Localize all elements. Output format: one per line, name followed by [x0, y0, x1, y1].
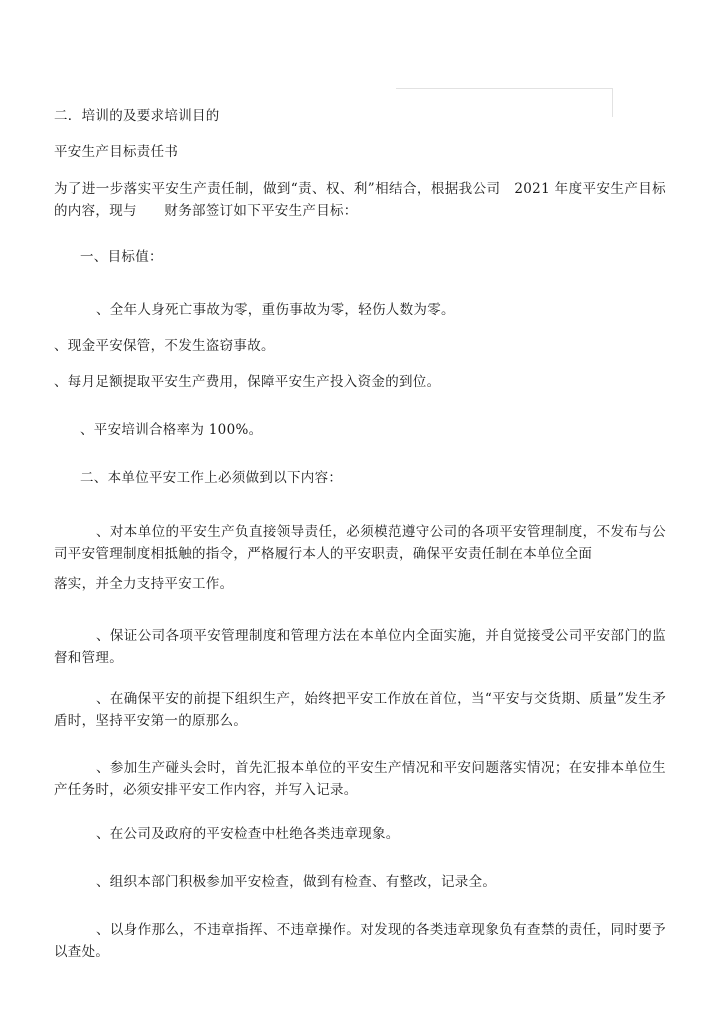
document-title: 平安生产目标责任书	[54, 144, 179, 160]
duty-item-7: 、以身作那么，不违章指挥、不违章操作。对发现的各类违章现象负有查禁的责任，同时要予以查处。	[54, 922, 666, 960]
duty-item-6: 、组织本部门积极参加平安检查，做到有检查、有整改，记录全。	[96, 874, 497, 890]
duty-item-1-part1: 、对本单位的平安生产负直接领导责任，必须模范遵守公司的各项平安管理制度，不发布与公司平安管理制度相抵触的指令，严格履行本人的平安职责，确保平安责任制在本单位全面	[54, 524, 666, 562]
target-item-3: 、每月足额提取平安生产费用，保障平安生产投入资金的到位。	[54, 374, 441, 390]
duty-item-4: 、参加生产碰头会时，首先汇报本单位的平安生产情况和平安问题落实情况；在安排本单位生产任务时，必须安排平安工作内容，并写入记录。	[54, 760, 666, 798]
duty-item-1-part2: 落实，并全力支持平安工作。	[54, 576, 234, 592]
section-heading-targets: 一、目标值：	[80, 249, 163, 265]
target-item-4: 、平安培训合格率为 100%。	[80, 422, 263, 438]
duty-item-2: 、保证公司各项平安管理制度和管理方法在本单位内全面实施，并自觉接受公司平安部门的监督和管理。	[54, 628, 666, 666]
duty-item-3: 、在确保平安的前提下组织生产，始终把平安工作放在首位，当“平安与交货期、质量”发生矛盾时，坚持平安第一的原那么。	[54, 691, 666, 729]
section-heading-training: 二．培训的及要求培训目的	[54, 108, 220, 124]
section-heading-duties: 二、本单位平安工作上必须做到以下内容：	[80, 470, 343, 486]
target-item-2: 、现金平安保管，不发生盗窃事故。	[54, 338, 275, 354]
target-item-1: 、全年人身死亡事故为零，重伤事故为零，轻伤人数为零。	[96, 302, 455, 318]
duty-item-5: 、在公司及政府的平安检查中杜绝各类违章现象。	[96, 826, 400, 842]
intro-paragraph: 为了进一步落实平安生产责任制，做到“责、权、利”相结合，根据我公司 2021 年度平安生产目标的内容，现与 财务部签订如下平安生产目标：	[54, 181, 666, 219]
